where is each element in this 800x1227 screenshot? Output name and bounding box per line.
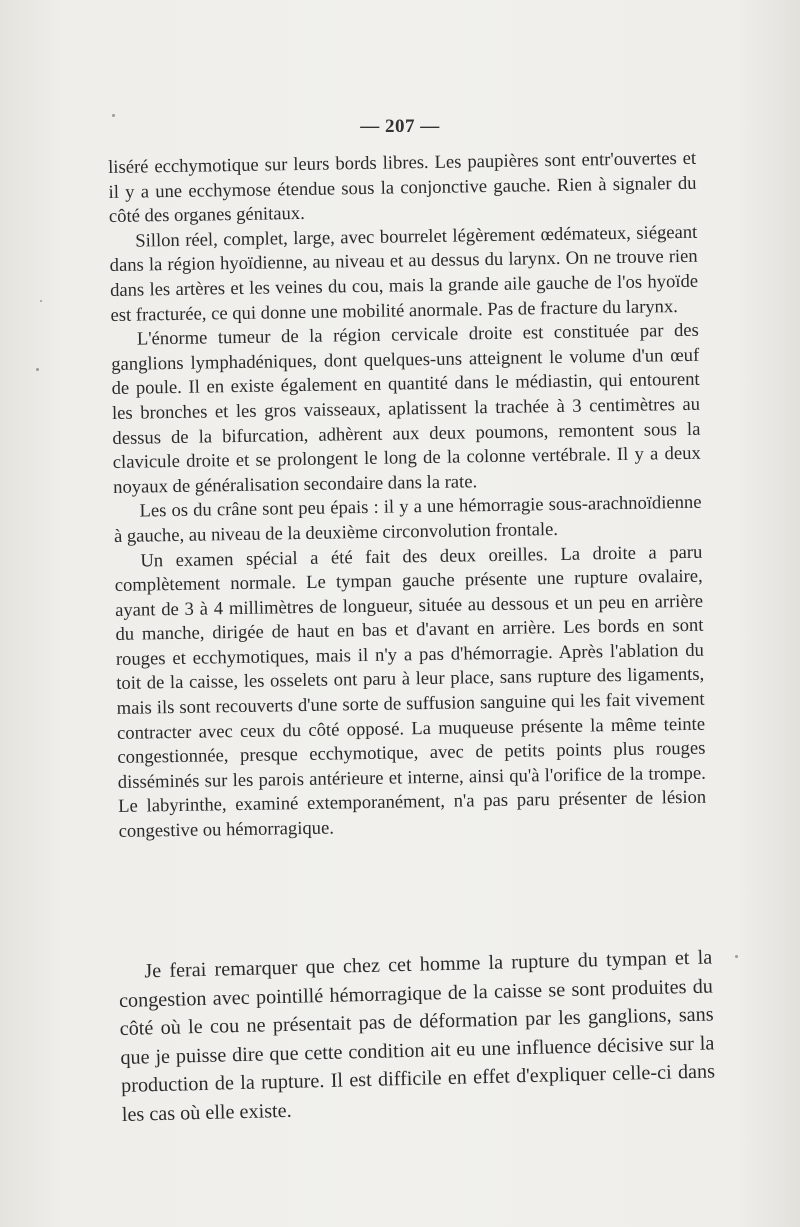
paper-speck <box>40 300 42 302</box>
paragraph-oreilles: Un examen spécial a été fait des deux oreilles. La droite a paru complètement normale. Le tympan gauche présente une rupture ovalaire, ayant de 3 à 4 millimètres de longueur, située au dessous et un peu en arrière du manche, dirigée de haut en bas et d'avant en arrière. Les bords en sont rouges et ecchymotiques, mais il n'y a pas d'hémorragie. Après l'ablation du toit de la caisse, les osselets ont paru à leur place, sans rupture des ligaments, mais ils sont recouverts d'une sorte de suffusion sanguine qui les fait vivement contracter avec ceux du côté opposé. La muqueuse présente la même teinte congestionnée, presque ecchymotique, avec de petits points plus rouges disséminés sur les parois antérieure et interne, ainsi qu'à l'orifice de la trompe. Le labyrinthe, examiné extemporanément, n'a pas paru présenter de lésion congestive ou hémorragique. <box>114 541 707 842</box>
paragraph-crane: Les os du crâne sont peu épais : il y a une hémorragie sous-arachnoïdienne à gauche, au niveau de la deuxième circonvolution frontale. <box>113 492 702 547</box>
paragraph-conclusion: Je ferai remarquer que chez cet homme la rupture du tympan et la congestion avec pointillé hémorragique de la caisse se sont produites du côté où le cou ne présentait pas de déformation par les ganglions, sans que je puisse dire que cette condition ait eu une influence décisive sur la production de la rupture. Il est difficile en effet d'expliquer celle-ci dans les cas où elle existe. <box>118 946 716 1126</box>
page-number: — 207 — <box>360 116 440 137</box>
body-text <box>108 147 707 845</box>
paragraph-continuation: liséré ecchymotique sur leurs bords libres. Les paupières sont entr'ouvertes et il y a une ecchymose étendue sous la conjonctive gauche. Rien à signaler du côté des organes génitaux. <box>108 147 697 228</box>
paper-speck <box>735 955 738 958</box>
paper-speck <box>112 114 115 117</box>
conclusion-text <box>118 943 716 1129</box>
paragraph-tumeur: L'énorme tumeur de la région cervicale droite est constituée par des ganglions lymphadéniques, dont quelques-uns atteignent le volume d'un œuf de poule. Il en existe également en quantité dans le médiastin, qui entourent les bronches et les gros vaisseaux, aplatissent la trachée à 3 centimètres au dessus de la bifurcation, adhèrent aux deux poumons, remontent sous la clavicule droite et se prolongent le long de la colonne vertébrale. Il y a deux noyaux de généralisation secondaire dans la rate. <box>111 319 701 498</box>
paper-speck <box>36 368 39 371</box>
paragraph-sillon: Sillon réel, complet, large, avec bourrelet légèrement œdémateux, siégeant dans la région hyoïdienne, au niveau et au dessus du larynx. On ne trouve rien dans les artères et les veines du cou, mais la grande aile gauche de l'os hyoïde est fracturée, ce qui donne une mobilité anormale. Pas de fracture du larynx. <box>109 221 699 326</box>
